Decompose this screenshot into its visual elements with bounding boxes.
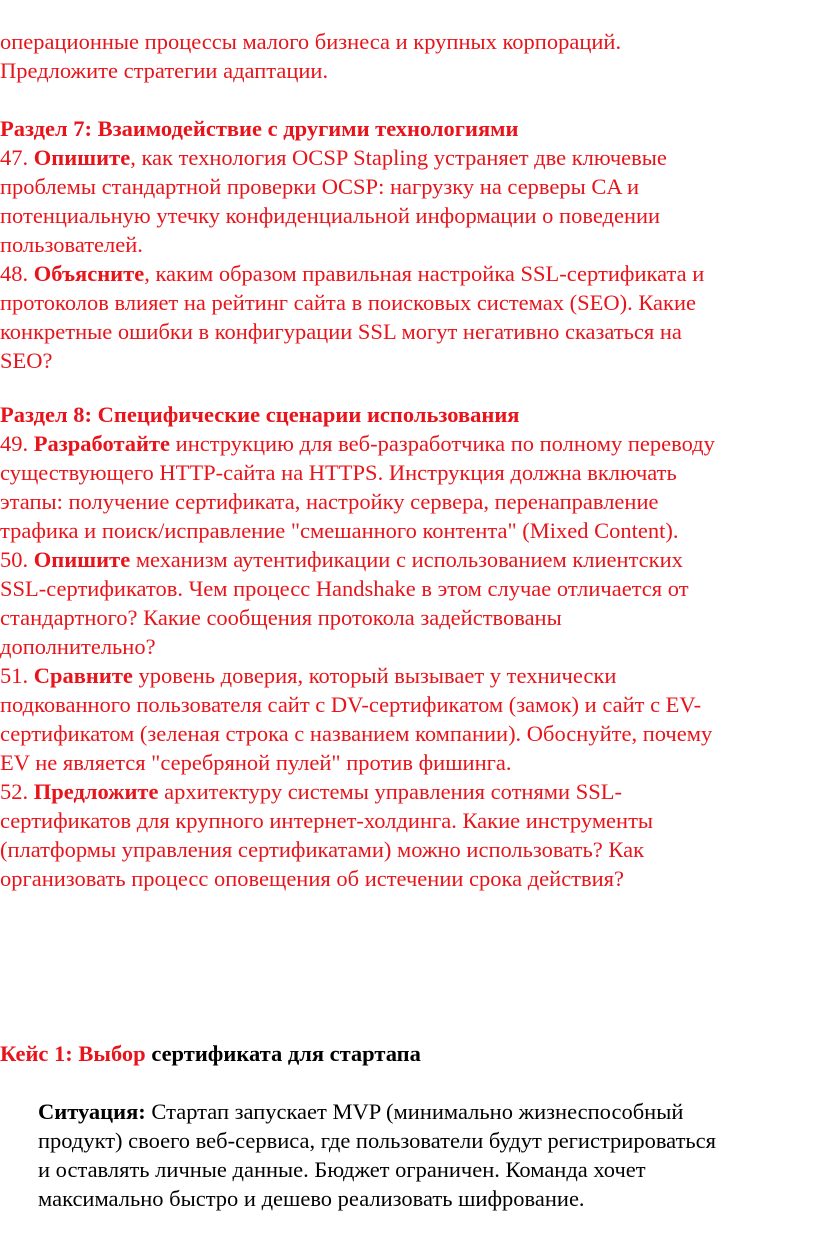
question-verb: Опишите bbox=[33, 145, 131, 170]
text-line: пользователей. bbox=[0, 232, 143, 257]
situation-text: Стартап запускает MVP (минимально жизнеспособный bbox=[145, 1099, 684, 1124]
text-line: продукт) своего веб-сервиса, где пользователи будут регистрироваться bbox=[38, 1128, 716, 1153]
question-51 bbox=[0, 661, 816, 777]
question-text: архитектуру системы управления сотнями SSL- bbox=[158, 779, 622, 804]
text-line: EV не является "серебряной пулей" против фишинга. bbox=[0, 750, 512, 775]
text-line: дополнительно? bbox=[0, 634, 156, 659]
question-verb: Сравните bbox=[33, 663, 133, 688]
section-8 bbox=[0, 400, 816, 893]
case-1-title bbox=[0, 1039, 816, 1068]
text-line: SSL-сертификатов. Чем процесс Handshake в этом случае отличается от bbox=[0, 576, 689, 601]
question-49 bbox=[0, 429, 816, 545]
text-line: максимально быстро и дешево реализовать шифрование. bbox=[38, 1186, 585, 1211]
question-52 bbox=[0, 777, 816, 893]
text-line: трафика и поиск/исправление "смешанного контента" (Mixed Content). bbox=[0, 518, 679, 543]
text-line: стандартного? Какие сообщения протокола задействованы bbox=[0, 605, 562, 630]
question-number: 47. bbox=[0, 145, 34, 170]
text-line: подкованного пользователя сайт с DV-сертификатом (замок) и сайт с EV- bbox=[0, 692, 702, 717]
question-verb: Объясните bbox=[33, 261, 145, 286]
question-text: инструкцию для веб-разработчика по полному переводу bbox=[170, 431, 715, 456]
text-line: и оставлять личные данные. Бюджет ограничен. Команда хочет bbox=[38, 1157, 646, 1182]
text-line: (платформы управления сертификатами) можно использовать? Как bbox=[0, 837, 644, 862]
question-verb: Разработайте bbox=[33, 431, 171, 456]
text-line: проблемы стандартной проверки OCSP: нагрузку на серверы CA и bbox=[0, 174, 640, 199]
question-number: 50. bbox=[0, 547, 34, 572]
text-line: протоколов влияет на рейтинг сайта в поисковых системах (SEO). Какие bbox=[0, 290, 696, 315]
text-line: Предложите стратегии адаптации. bbox=[0, 58, 329, 83]
question-50 bbox=[0, 545, 816, 661]
question-text: , каким образом правильная настройка SSL-сертификата и bbox=[144, 261, 705, 286]
section-heading: Раздел 7: Взаимодействие с другими технологиями bbox=[0, 116, 519, 141]
text-line: сертификатом (зеленая строка с названием компании). Обоснуйте, почему bbox=[0, 721, 713, 746]
section-heading: Раздел 8: Специфические сценарии использования bbox=[0, 402, 520, 427]
text-line: организовать процесс оповещения об истечении срока действия? bbox=[0, 866, 625, 891]
case-title-black: сертификата для стартапа bbox=[145, 1041, 421, 1066]
question-text: , как технология OCSP Stapling устраняет две ключевые bbox=[130, 145, 667, 170]
intro-paragraph bbox=[0, 27, 816, 85]
question-verb: Предложите bbox=[33, 779, 159, 804]
question-number: 52. bbox=[0, 779, 34, 804]
question-text: механизм аутентификации с использованием клиентских bbox=[130, 547, 683, 572]
text-line: конкретные ошибки в конфигурации SSL могут негативно сказаться на bbox=[0, 319, 682, 344]
case-title-red: Кейс 1: Выбор bbox=[0, 1041, 146, 1066]
text-line: этапы: получение сертификата, настройку сервера, перенаправление bbox=[0, 489, 659, 514]
question-text: уровень доверия, который вызывает у технически bbox=[132, 663, 617, 688]
question-48 bbox=[0, 259, 816, 375]
text-line: сертификатов для крупного интернет-холдинга. Какие инструменты bbox=[0, 808, 654, 833]
case-1-situation bbox=[38, 1097, 816, 1213]
question-number: 49. bbox=[0, 431, 34, 456]
text-line: SEO? bbox=[0, 348, 53, 373]
situation-label: Ситуация: bbox=[38, 1099, 146, 1124]
question-verb: Опишите bbox=[33, 547, 131, 572]
text-line: операционные процессы малого бизнеса и крупных корпораций. bbox=[0, 29, 622, 54]
text-line: потенциальную утечку конфиденциальной информации о поведении bbox=[0, 203, 661, 228]
question-47 bbox=[0, 143, 816, 259]
question-number: 51. bbox=[0, 663, 34, 688]
question-number: 48. bbox=[0, 261, 34, 286]
text-line: существующего HTTP-сайта на HTTPS. Инструкция должна включать bbox=[0, 460, 677, 485]
section-7 bbox=[0, 114, 816, 375]
